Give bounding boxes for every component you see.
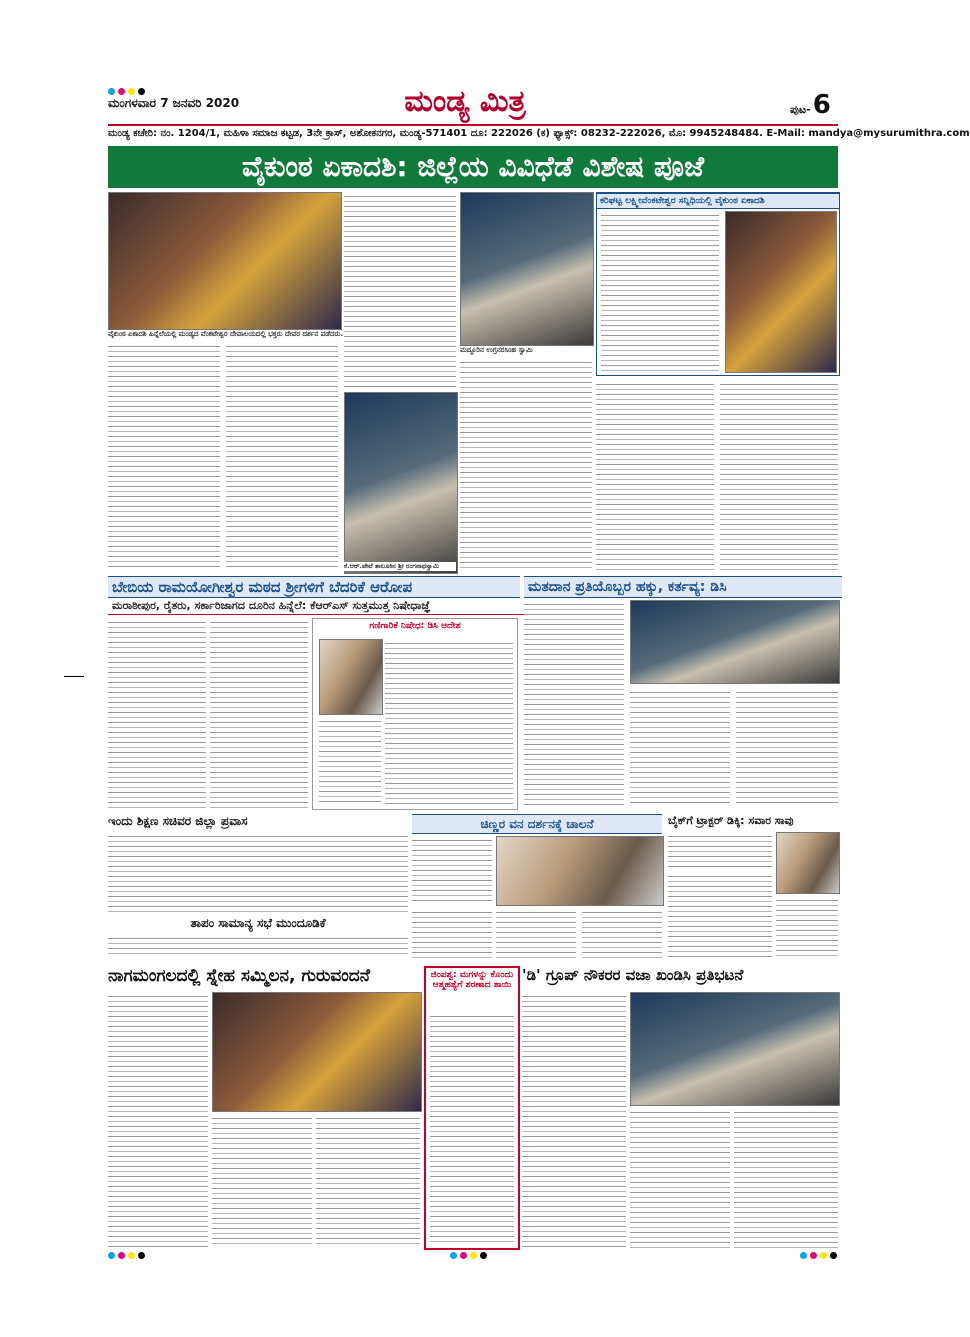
story7-text xyxy=(108,934,408,958)
side-story-box xyxy=(596,192,840,376)
lead-banner-headline: ವೈಕುಂಠ ಏಕಾದಶಿ: ಜಿಲ್ಲೆಯ ವಿವಿಧೆಡೆ ವಿಶೇಷ ಪೂಜೆ xyxy=(108,146,838,188)
story3-column-2 xyxy=(630,688,730,806)
story3-column-1 xyxy=(524,600,624,806)
page-number: ಪುಟ-6 xyxy=(790,90,831,120)
temple-photo-1 xyxy=(108,192,342,330)
story5-column-4 xyxy=(582,908,662,960)
story7-headline: ತಾಪಂ ಸಾಮಾನ್ಯ ಸಭೆ ಮುಂದೂಡಿಕೆ xyxy=(190,916,326,930)
felicitation-photo xyxy=(212,992,422,1112)
story4-text xyxy=(108,832,408,912)
story5-column-2 xyxy=(412,908,492,960)
story9-headline: ಜಿಂಪಶ್ವ: ಮಗಳನ್ನು ಕೊಂದು ಆತ್ಮಹತ್ಯೆಗೆ ಶರಣಾದ ತಾಯಿ xyxy=(430,970,514,990)
victim-portrait-photo xyxy=(776,832,840,894)
story2-subhead: ಮರಾಠೀಪುರ, ರೈತರು, ಸರ್ಕಾರಿಜಾಗದ ದೂರಿನ ಹಿನ್ನೆಲೆ: ಕೆಆರ್‌ಎಸ್ ಸುತ್ತಮುತ್ತ ನಿಷೇಧಾಜ್ಞೆ xyxy=(108,598,524,615)
lead-story-column-1 xyxy=(108,342,220,570)
story10-column-2 xyxy=(630,1108,730,1248)
children-forest-photo xyxy=(496,836,664,906)
lead-story-column-4 xyxy=(460,358,592,570)
dc-portrait-photo xyxy=(319,639,383,715)
temple-photo-3 xyxy=(344,392,458,574)
story6-text-2 xyxy=(668,872,772,960)
story3-column-3 xyxy=(736,688,838,806)
temple-photo-2 xyxy=(460,192,594,346)
story4-headline: ಇಂದು ಶಿಕ್ಷಣ ಸಚಿವರ ಜಿಲ್ಲಾ ಪ್ರವಾಸ xyxy=(108,814,248,828)
story10-headline: 'ಡಿ' ಗ್ರೂಪ್ ನೌಕರರ ವಜಾ ಖಂಡಿಸಿ ಪ್ರತಿಭಟನೆ xyxy=(522,966,744,984)
story10-column-3 xyxy=(734,1108,838,1248)
newspaper-logo: ಮಂಡ್ಯ ಮಿತ್ರ xyxy=(404,84,526,119)
side-story-text xyxy=(601,211,719,371)
lead-story-column-3 xyxy=(344,192,456,390)
story2-inner-text-2 xyxy=(319,717,381,805)
voting-rally-photo xyxy=(630,600,840,684)
story9-box xyxy=(424,966,520,1250)
story5-headline: ಚಿಣ್ಣರ ವನ ದರ್ಶನಕ್ಕೆ ಚಾಲನೆ xyxy=(412,814,662,834)
photo-caption-3: ಕೆ.ಆರ್.ಪೇಟೆ ತಾಲೂಕಿನ ಶ್ರೀ ರಂಗನಾಥಸ್ವಾಮಿ xyxy=(344,562,456,571)
lead-story-column-5 xyxy=(596,380,714,570)
crop-mark xyxy=(64,676,84,677)
story8-column-3 xyxy=(316,1114,420,1248)
story6-text-1 xyxy=(668,832,772,868)
story9-text xyxy=(430,1012,514,1242)
story8-column-2 xyxy=(212,1114,312,1248)
lead-story-column-2 xyxy=(226,342,338,570)
masthead-rule xyxy=(108,124,838,126)
story5-column-1 xyxy=(412,836,492,904)
story8-headline: ನಾಗಮಂಗಲದಲ್ಲಿ ಸ್ನೇಹ ಸಮ್ಮಿಲನ, ಗುರುವಂದನೆ xyxy=(108,966,370,986)
protest-photo xyxy=(630,992,840,1106)
issue-date: ಮಂಗಳವಾರ 7 ಜನವರಿ 2020 xyxy=(108,96,240,110)
side-story-headline: ಕರಿಘಟ್ಟ ಲಕ್ಷ್ಮೀವೆಂಕಟೇಶ್ವರ ಸನ್ನಿಧಿಯಲ್ಲಿ ವೈಕುಂಠ ಏಕಾದಶಿ xyxy=(597,193,839,209)
story2-column-2 xyxy=(210,618,308,808)
story2-headline: ಬೇಬಿಯ ರಾಮಯೋಗೀಶ್ವರ ಮಠದ ಶ್ರೀಗಳಿಗೆ ಬೆದರಿಕೆ ಆರೋಪ xyxy=(108,576,520,598)
lead-story-column-6 xyxy=(720,380,838,570)
story6-text-3 xyxy=(776,896,838,960)
story6-headline: ಬೈಕ್‌ಗೆ ಟ್ರಾಕ್ಟರ್ ಡಿಕ್ಕಿ: ಸವಾರ ಸಾವು xyxy=(668,814,794,827)
story8-column-1 xyxy=(108,992,208,1248)
registration-dots-left xyxy=(108,1252,145,1259)
office-address: ಮಂಡ್ಯ ಕಚೇರಿ: ನಂ. 1204/1, ಮಹಿಳಾ ಸಮಾಜ ಕಟ್ಟಡ, 3ನೇ ಕ್ರಾಸ್, ಅಶೋಕನಗರ, ಮಂಡ್ಯ-571401 ದೂ: 222026 (ಕ) ಫ್ಯಾಕ್ಸ್: 08232-222026, ಮೊ: 9945248484. E-Mail: mandya@mysurumithra.com xyxy=(108,128,970,139)
registration-dots-center xyxy=(450,1252,487,1259)
story3-headline: ಮತದಾನ ಪ್ರತಿಯೊಬ್ಬರ ಹಕ್ಕು, ಕರ್ತವ್ಯ: ಡಿಸಿ xyxy=(524,576,842,598)
story2-inner-text xyxy=(385,639,513,805)
photo-caption-1: ವೈಕುಂಠ ಏಕಾದಶಿ ಹಿನ್ನೆಲೆಯಲ್ಲಿ ಮಂಡ್ಯದ ವೆಂಕಟೇಶ್ವರ ದೇವಾಲಯದಲ್ಲಿ ಭಕ್ತರು ದೇವರ ದರ್ಶನ ಪಡೆದರು. xyxy=(108,330,344,338)
deity-photo xyxy=(725,211,837,373)
story2-inner-box xyxy=(312,618,518,810)
story10-column-1 xyxy=(522,992,626,1248)
story5-column-3 xyxy=(496,908,576,960)
photo-caption-2: ಮದ್ದೂರಿನ ಉಗ್ರನರಸಿಂಹ ಸ್ವಾಮಿ xyxy=(460,346,533,354)
story2-column-1 xyxy=(108,618,206,808)
registration-dots-top xyxy=(108,88,145,95)
registration-dots-right xyxy=(800,1252,837,1259)
story2-inner-headline: ಗಣಿಗಾರಿಕೆ ನಿಷೇಧ: ಡಿಸಿ ಆದೇಶ xyxy=(369,621,461,631)
